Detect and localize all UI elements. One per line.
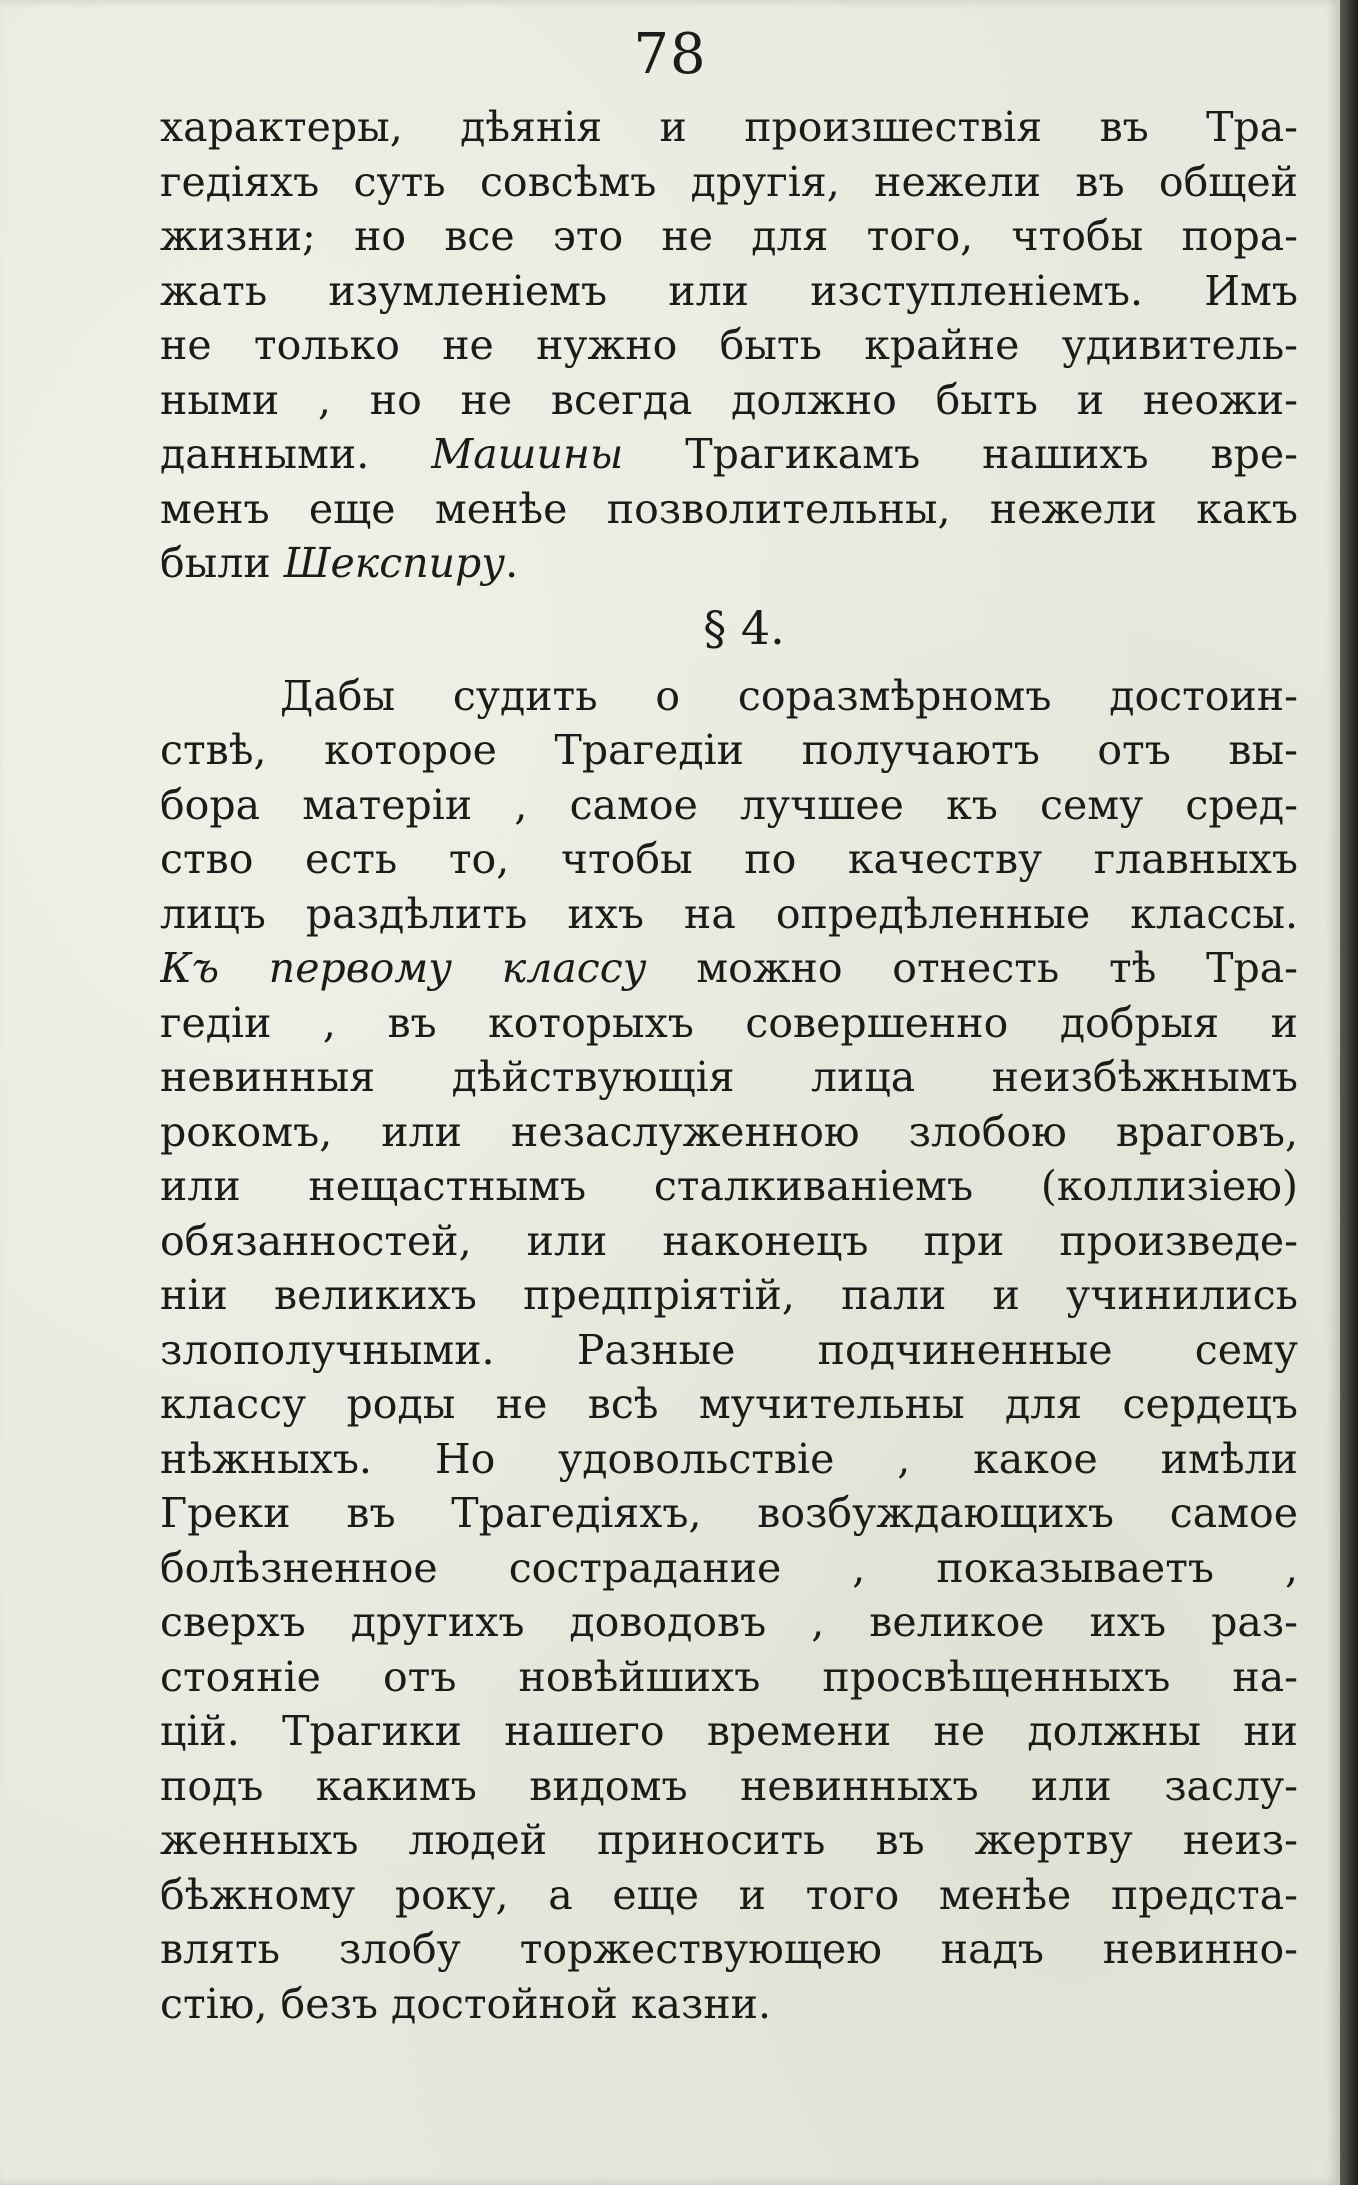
italic-term-mashiny: Машины <box>431 430 624 478</box>
text-segment: можно отнесть тѣ Тра- <box>646 944 1298 992</box>
text-line: обязанностей, или наконецъ при произведе- <box>160 1216 1298 1265</box>
italic-phrase-first-class: Къ первому классу <box>160 944 647 992</box>
section-heading: § 4. <box>703 600 785 655</box>
text-segment: Трагикамъ нашихъ вре- <box>623 430 1298 478</box>
text-line <box>160 536 1298 591</box>
page-number: 78 <box>633 22 707 87</box>
text-line: влять злобу торжествующею надъ невинно- <box>160 1925 1298 1973</box>
text-line: ствѣ, которое Трагедіи получаютъ отъ вы- <box>160 726 1298 774</box>
text-line: бѣжному року, а еще и того менѣе предста- <box>160 1870 1298 1919</box>
text-line: ніи великихъ предпріятій, пали и учинились <box>160 1271 1298 1319</box>
text-line: лицъ раздѣлить ихъ на опредѣленные классы. <box>160 889 1298 938</box>
text-line: классу роды не всѣ мучительны для сердецъ <box>160 1380 1298 1428</box>
text-line: или нещастнымъ сталкиваніемъ (коллизіею) <box>160 1162 1298 1210</box>
text-line: невинныя дѣйствующія лица неизбѣжнымъ <box>160 1053 1298 1101</box>
text-line: цій. Трагики нашего времени не должны ни <box>160 1707 1298 1755</box>
text-line: характеры, дѣянія и произшествія въ Тра- <box>160 103 1298 151</box>
text-line: гедіи , въ которыхъ совершенно добрыя и <box>160 998 1298 1047</box>
text-line: жизни; но все это не для того, чтобы пора- <box>160 212 1298 260</box>
page-body <box>160 100 1298 2031</box>
text-line: злополучными. Разные подчиненные сему <box>160 1325 1298 1374</box>
text-segment: . <box>505 539 519 587</box>
text-line: сверхъ другихъ доводовъ , великое ихъ раз- <box>160 1598 1298 1646</box>
text-line: стію, безъ достойной казни. <box>160 1979 772 2028</box>
text-line: жать изумленіемъ или изступленіемъ. Имъ <box>160 266 1298 315</box>
text-line: менъ еще менѣе позволительны, нежели какъ <box>160 484 1298 533</box>
text-line: Греки въ Трагедіяхъ, возбуждающихъ самое <box>160 1489 1298 1537</box>
text-line: ство есть то, чтобы по качеству главныхъ <box>160 835 1298 883</box>
text-line: подъ какимъ видомъ невинныхъ или заслу- <box>160 1761 1298 1810</box>
text-line: бора матеріи , самое лучшее къ сему сред- <box>160 780 1298 829</box>
text-line: стояніе отъ новѣйшихъ просвѣщенныхъ на- <box>160 1652 1298 1701</box>
text-line: ными , но не всегда должно быть и неожи- <box>160 375 1298 424</box>
text-line: болѣзненное сострадание , показываетъ , <box>160 1543 1298 1592</box>
text-line: женныхъ людей приносить въ жертву неиз- <box>160 1816 1298 1864</box>
text-line: рокомъ, или незаслуженною злобою враговъ, <box>160 1107 1298 1156</box>
text-line: Дабы судить о соразмѣрномъ достоин- <box>280 671 1298 720</box>
italic-name-shakespeare: Шекспиру <box>283 539 506 587</box>
text-line: нѣжныхъ. Но удовольствіе , какое имѣли <box>160 1434 1298 1483</box>
text-segment: были <box>160 539 284 587</box>
text-line <box>160 427 1298 482</box>
text-line: не только не нужно быть крайне удивитель- <box>160 321 1298 369</box>
text-line: гедіяхъ суть совсѣмъ другія, нежели въ общей <box>160 157 1298 206</box>
text-line <box>160 941 1298 996</box>
book-spine-edge <box>1340 0 1358 2185</box>
text-segment: данными. <box>160 430 370 478</box>
